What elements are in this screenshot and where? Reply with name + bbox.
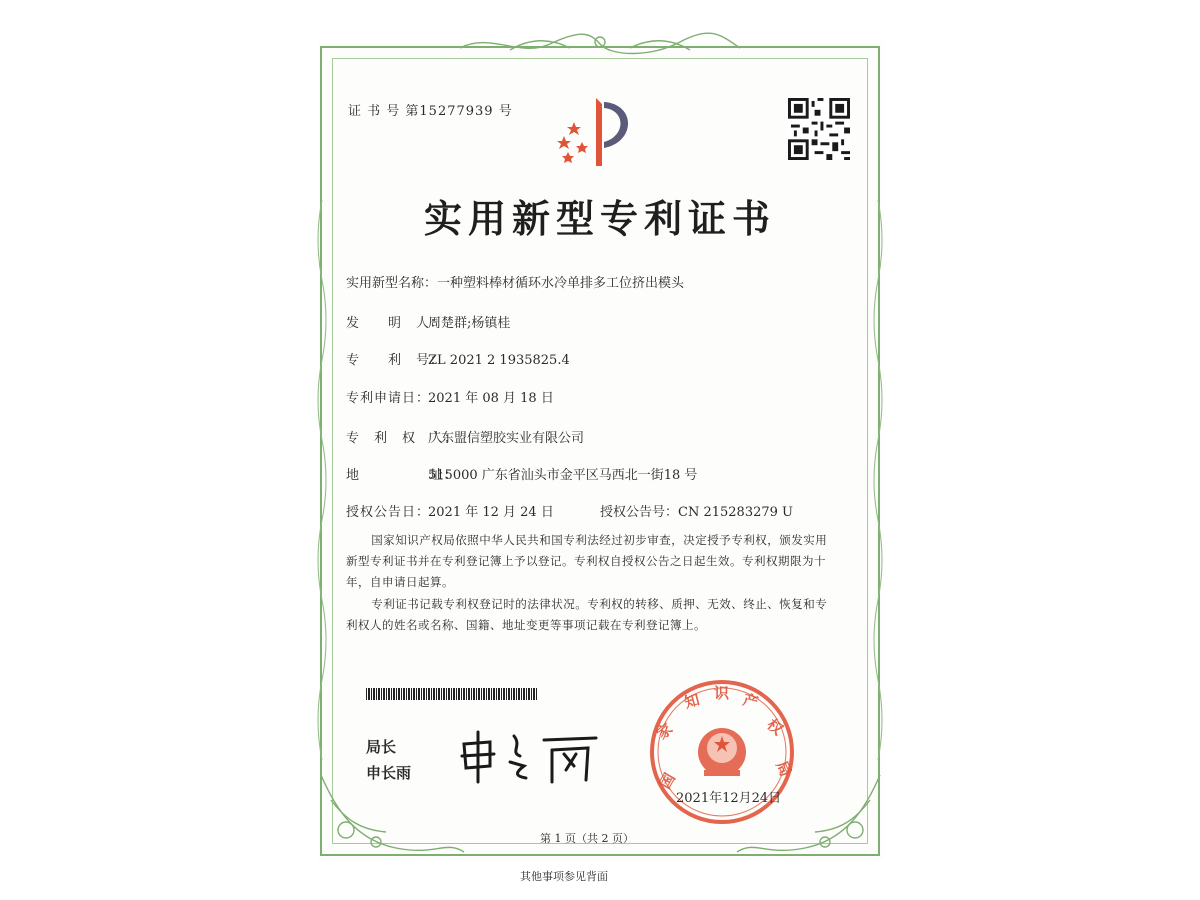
- svg-text:识: 识: [714, 686, 730, 702]
- field-patentee: [346, 427, 584, 446]
- field-value: 广东盟信塑胶实业有限公司: [428, 431, 585, 446]
- svg-text:国: 国: [657, 770, 679, 792]
- field-label: 地 址：: [346, 468, 459, 483]
- paragraph-legal-status: 专利证书记载专利权登记时的法律状况。专利权的转移、质押、无效、终止、恢复和专利权人的姓名或名称、国籍、地址变更等事项记载在专利登记簿上。: [346, 597, 828, 632]
- field-grant-number: [600, 501, 793, 520]
- director-title: 局长: [366, 738, 397, 756]
- barcode-icon: [366, 688, 538, 700]
- handwritten-signature: [456, 726, 606, 786]
- field-patent-number: [346, 349, 570, 368]
- svg-text:知: 知: [682, 692, 702, 712]
- seal-date: 2021年12月24日: [676, 791, 782, 806]
- field-utility-model-name: [346, 272, 684, 291]
- field-value: 515000 广东省汕头市金平区马西北一街18 号: [428, 468, 698, 483]
- bottom-left-ornament-icon: [316, 770, 466, 860]
- svg-text:家: 家: [654, 721, 677, 744]
- qr-code-icon: [788, 98, 850, 160]
- certificate-number: 证 书 号 第15277939 号: [348, 104, 513, 119]
- top-ornament-icon: [450, 30, 750, 60]
- field-filing-date: [346, 387, 554, 406]
- field-value: 周楚群;杨镇桂: [428, 316, 511, 331]
- field-inventor: [346, 312, 510, 331]
- svg-text:权: 权: [763, 716, 786, 739]
- field-label: 专 利 权 人：: [346, 431, 459, 446]
- field-value: CN 215283279 U: [678, 505, 793, 520]
- certificate-title: 实用新型专利证书: [423, 197, 776, 241]
- field-label: 实用新型名称：: [346, 276, 438, 291]
- footer-note: 其他事项参见背面: [520, 870, 608, 883]
- field-value: 一种塑料棒材循环水冷单排多工位挤出模头: [437, 276, 685, 291]
- svg-text:产: 产: [740, 692, 760, 712]
- field-grant-date: [346, 501, 554, 520]
- left-ornament-icon: [312, 200, 332, 760]
- director-name: 申长雨: [366, 764, 412, 782]
- paragraph-grant-decision: 国家知识产权局依照中华人民共和国专利法经过初步审查，决定授予专利权，颁发实用新型专利证书并在专利登记簿上予以登记。专利权自授权公告之日起生效。专利权期限为十年，自申请日起算。: [346, 533, 828, 589]
- field-label: 授权公告号：: [600, 505, 679, 520]
- field-value: 2021 年 12 月 24 日: [428, 505, 554, 520]
- field-value: ZL 2021 2 1935825.4: [428, 353, 570, 368]
- right-ornament-icon: [868, 200, 888, 760]
- svg-text:局: 局: [772, 758, 794, 780]
- field-value: 2021 年 08 月 18 日: [428, 391, 554, 406]
- field-label: 发 明 人：: [346, 316, 445, 331]
- field-label: 授权公告日：: [346, 505, 431, 520]
- field-label: 专利申请日：: [346, 391, 431, 406]
- page-number: 第 1 页（共 2 页）: [540, 832, 634, 845]
- field-address: [346, 464, 697, 483]
- field-label: 专 利 号：: [346, 353, 445, 368]
- patent-office-logo-icon: [548, 92, 638, 172]
